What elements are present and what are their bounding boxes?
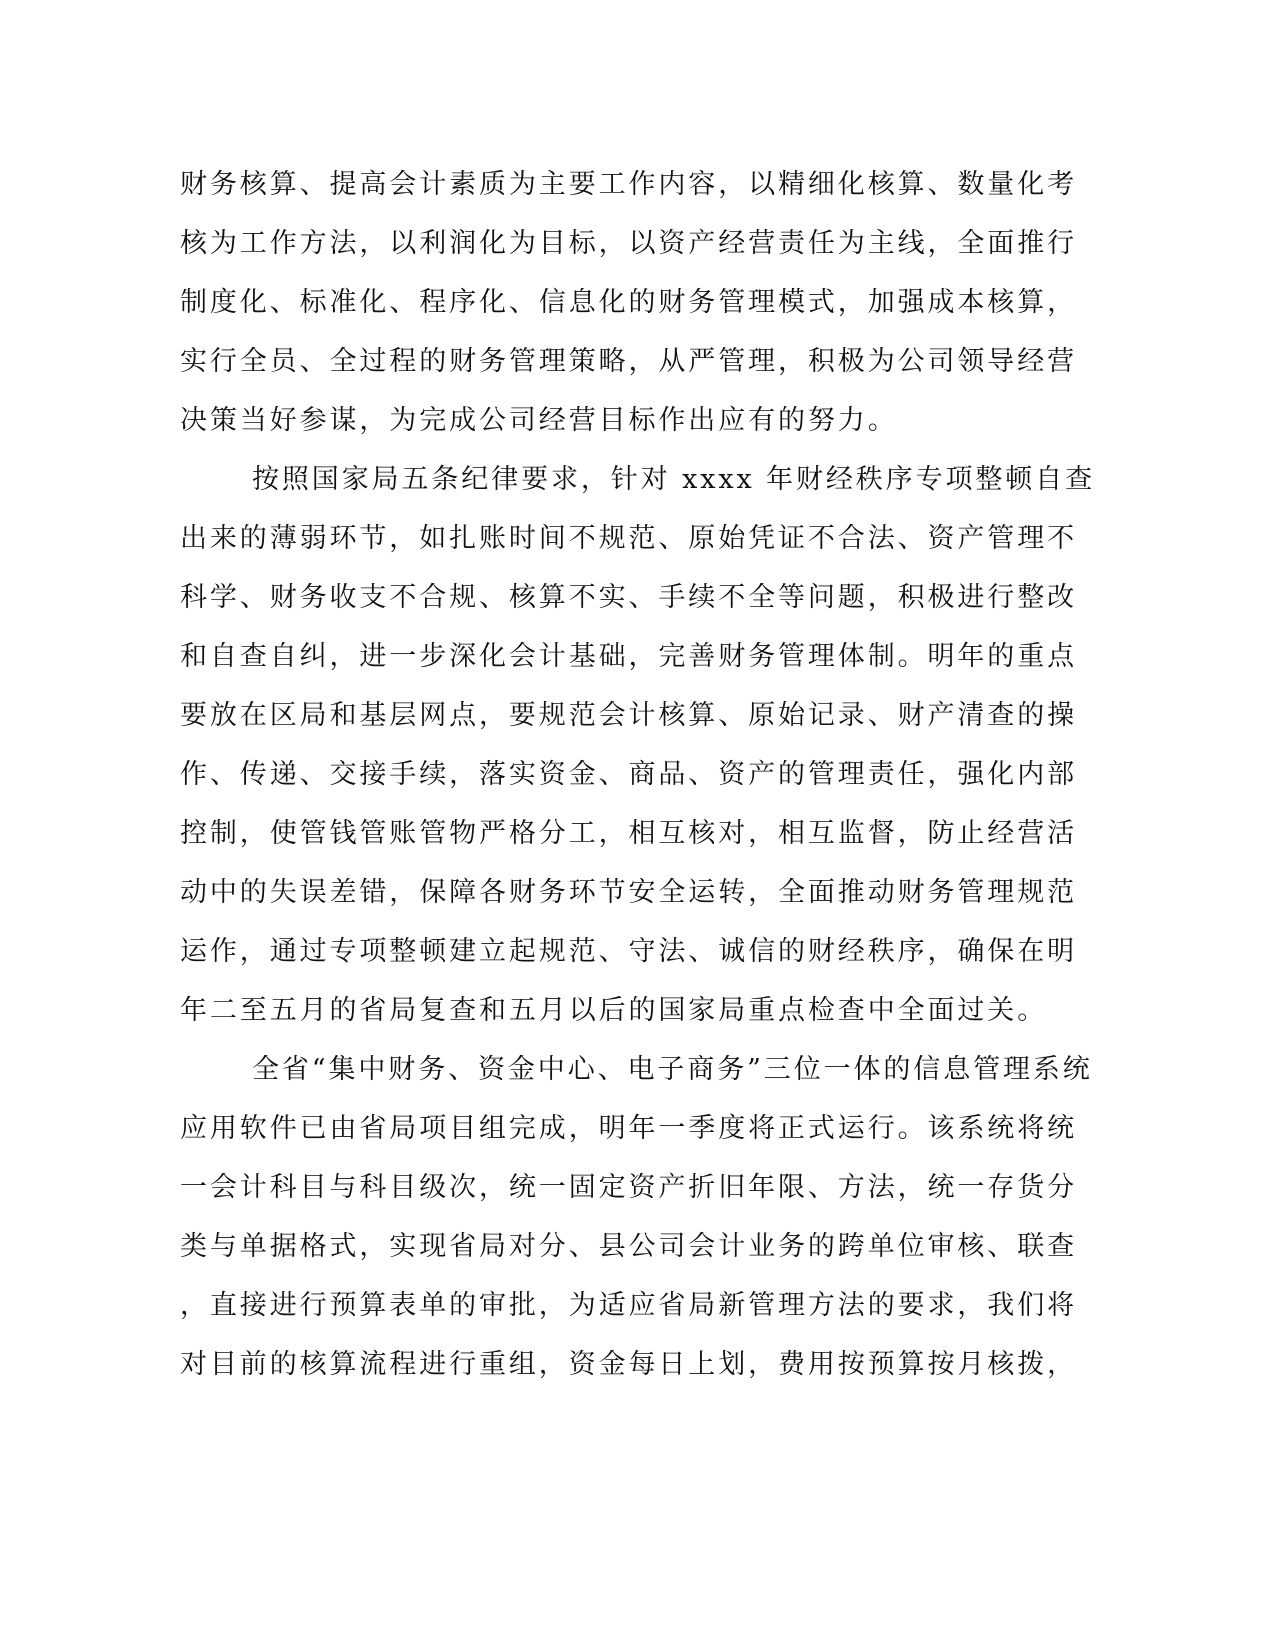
text-line: 全省“集中财务、资金中心、电子商务”三位一体的信息管理系统	[252, 1054, 1093, 1085]
text-line: 动中的失误差错，保障各财务环节安全运转，全面推动财务管理规范	[180, 877, 1077, 908]
text-line: 年二至五月的省局复查和五月以后的国家局重点检查中全面过关。	[180, 995, 1048, 1026]
paragraph-1	[180, 155, 1077, 450]
text-line: 出来的薄弱环节，如扎账时间不规范、原始凭证不合法、资产管理不	[180, 523, 1077, 554]
text-line: 按照国家局五条纪律要求，针对 xxxx 年财经秩序专项整顿自查	[252, 464, 1095, 495]
text-line: 一会计科目与科目级次，统一固定资产折旧年限、方法，统一存货分	[180, 1172, 1077, 1203]
text-line: 控制，使管钱管账管物严格分工，相互核对，相互监督，防止经营活	[180, 818, 1077, 849]
paragraph-3	[180, 1040, 1093, 1394]
paragraph-2	[180, 450, 1095, 1040]
text-line: 制度化、标准化、程序化、信息化的财务管理模式，加强成本核算，	[180, 287, 1077, 318]
text-line: 对目前的核算流程进行重组，资金每日上划，费用按预算按月核拨，	[180, 1349, 1077, 1380]
text-line: 运作，通过专项整顿建立起规范、守法、诚信的财经秩序，确保在明	[180, 936, 1077, 967]
text-line: 作、传递、交接手续，落实资金、商品、资产的管理责任，强化内部	[180, 759, 1077, 790]
text-line: 实行全员、全过程的财务管理策略，从严管理，积极为公司领导经营	[180, 346, 1077, 377]
text-line: 和自查自纠，进一步深化会计基础，完善财务管理体制。明年的重点	[180, 641, 1077, 672]
text-line: 类与单据格式，实现省局对分、县公司会计业务的跨单位审核、联查	[180, 1231, 1077, 1262]
document-body	[180, 155, 1095, 1394]
text-line: 财务核算、提高会计素质为主要工作内容，以精细化核算、数量化考	[180, 169, 1077, 200]
text-line: 应用软件已由省局项目组完成，明年一季度将正式运行。该系统将统	[180, 1113, 1077, 1144]
text-line: 核为工作方法，以利润化为目标，以资产经营责任为主线，全面推行	[180, 228, 1077, 259]
text-line: 要放在区局和基层网点，要规范会计核算、原始记录、财产清查的操	[180, 700, 1077, 731]
text-line: ，直接进行预算表单的审批，为适应省局新管理方法的要求，我们将	[180, 1290, 1077, 1321]
text-line: 科学、财务收支不合规、核算不实、手续不全等问题，积极进行整改	[180, 582, 1077, 613]
text-line: 决策当好参谋，为完成公司经营目标作出应有的努力。	[180, 405, 898, 436]
